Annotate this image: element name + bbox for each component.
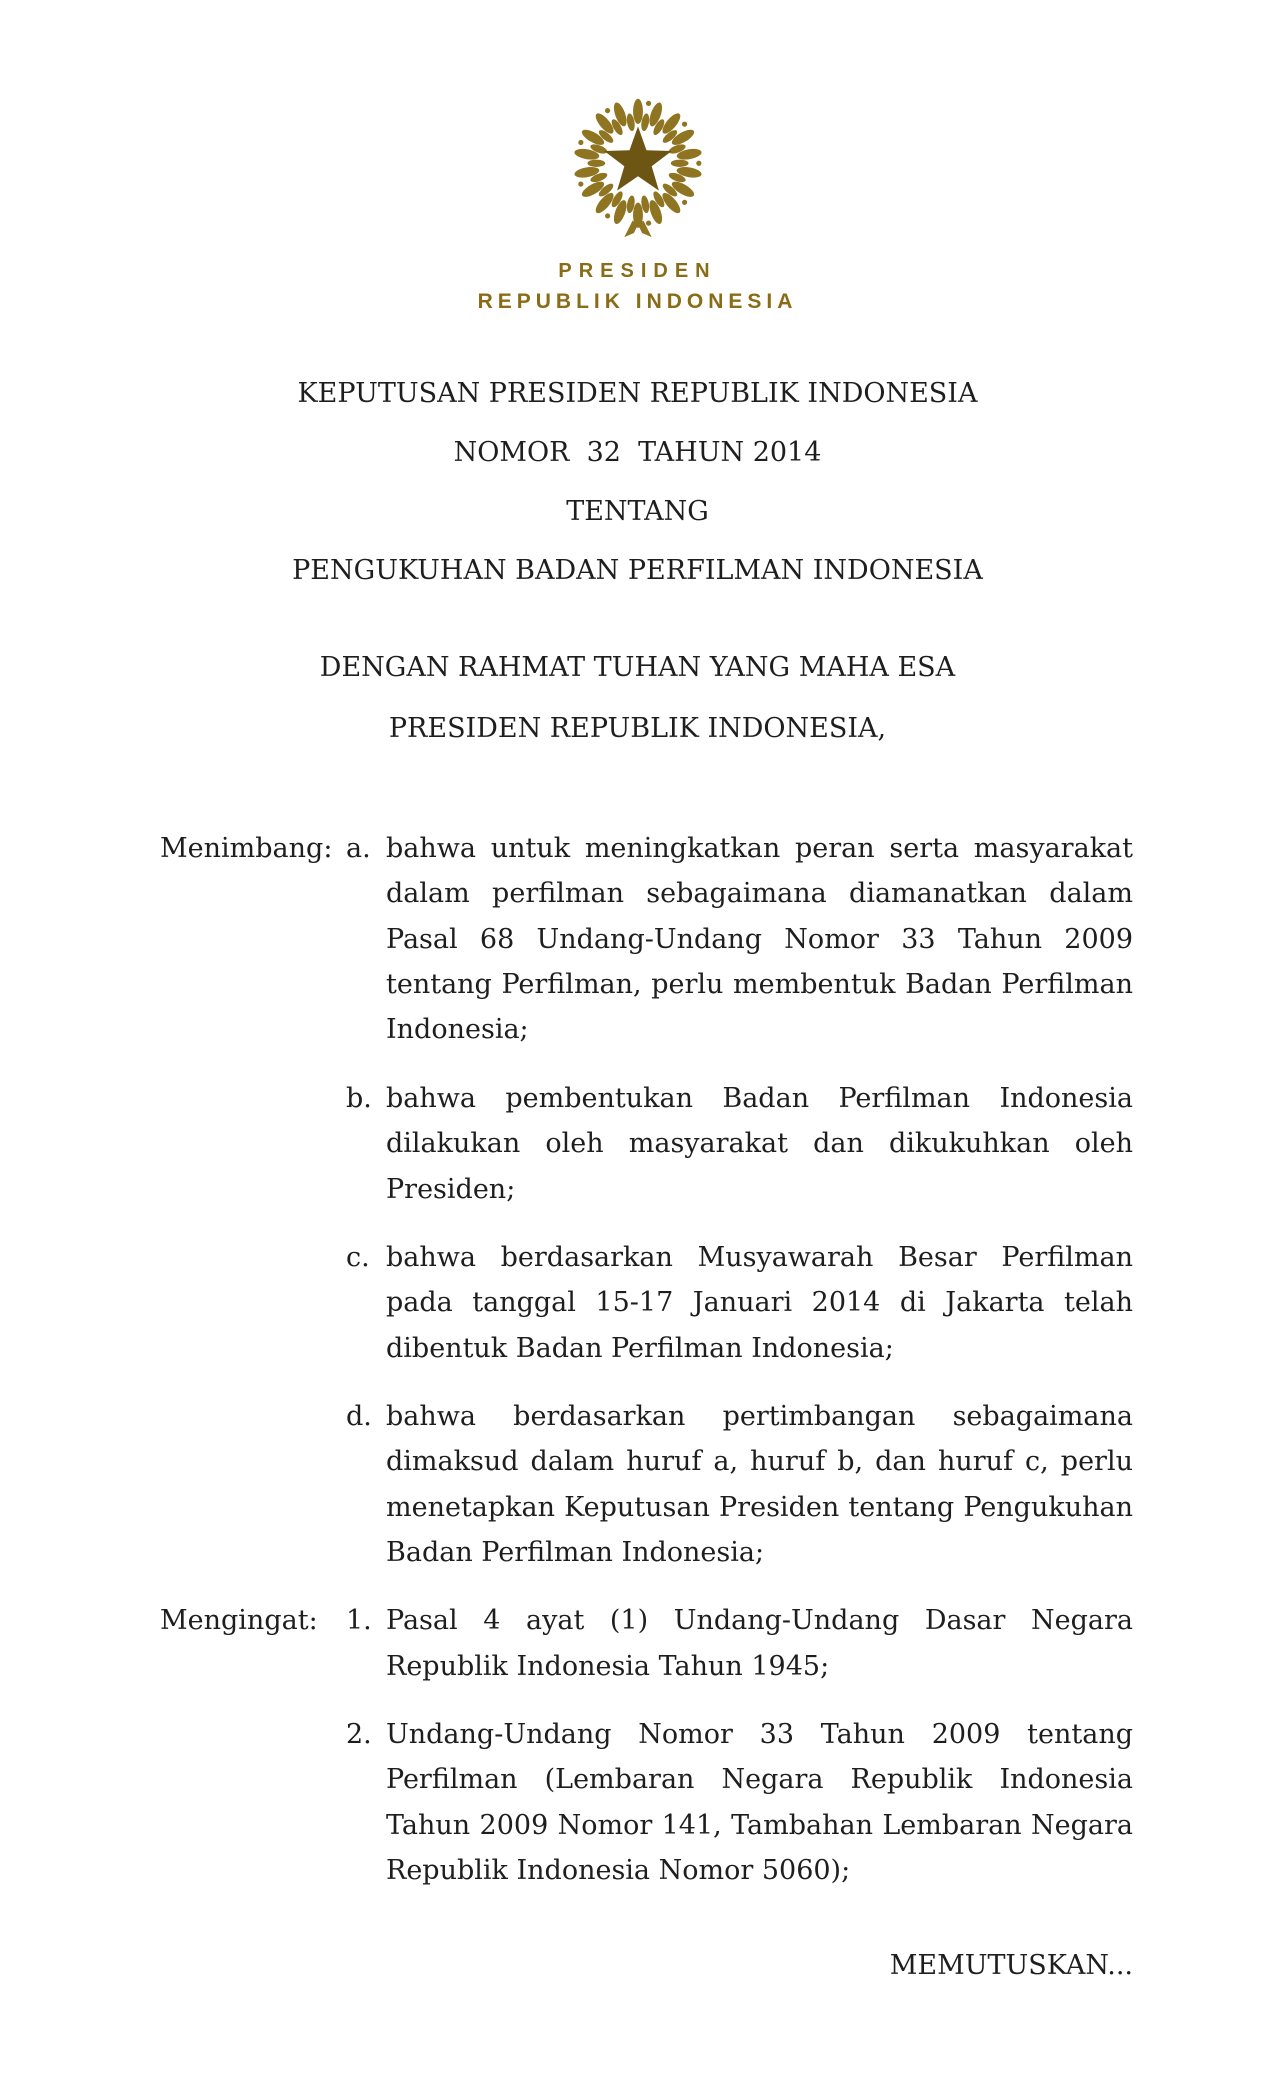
title-tentang: TENTANG bbox=[566, 496, 709, 527]
menimbang-item-b bbox=[160, 1076, 1133, 1212]
menimbang-item-a bbox=[160, 826, 1133, 1053]
letterhead-republik-indonesia: REPUBLIK INDONESIA bbox=[477, 290, 798, 313]
mengingat-item-1 bbox=[160, 1598, 1133, 1689]
clause-label-spacer bbox=[160, 1076, 346, 1212]
item-text: bahwa untuk meningkatkan peran serta masyarakat dalam perfilman sebagaimana diamanatkan dalam Pasal 68 Undang-Undang Nomor 33 Tahun 2009 tentang Perfilman, perlu membentuk Badan Perfilman Indonesia; bbox=[386, 833, 1133, 1046]
decree-title bbox=[0, 378, 1275, 586]
star-icon bbox=[604, 126, 672, 190]
preamble-presiden: PRESIDEN REPUBLIK INDONESIA, bbox=[388, 713, 887, 744]
mengingat-label bbox=[160, 1598, 346, 1689]
menimbang-colon: : bbox=[323, 833, 333, 864]
menimbang-item-d bbox=[160, 1394, 1133, 1575]
letterhead bbox=[0, 260, 1275, 314]
clause-label-spacer bbox=[160, 1712, 346, 1893]
presidential-emblem-icon bbox=[556, 84, 720, 248]
catchword-memutuskan: MEMUTUSKAN... bbox=[889, 1949, 1133, 1981]
mengingat-item-2 bbox=[160, 1712, 1133, 1893]
item-text: bahwa pembentukan Badan Perfilman Indonesia dilakukan oleh masyarakat dan dikukuhkan oleh Presiden; bbox=[386, 1082, 1133, 1205]
item-marker: a. bbox=[346, 833, 371, 864]
letterhead-presiden: PRESIDEN bbox=[558, 260, 717, 282]
clauses bbox=[0, 826, 1275, 1894]
title-subject: PENGUKUHAN BADAN PERFILMAN INDONESIA bbox=[292, 555, 983, 586]
preamble bbox=[0, 652, 1275, 744]
item-text: bahwa berdasarkan Musyawarah Besar Perfilman pada tanggal 15-17 Januari 2014 di Jakarta telah dibentuk Badan Perfilman Indonesia; bbox=[386, 1241, 1133, 1364]
seal-container bbox=[0, 0, 1275, 314]
item-marker: c. bbox=[346, 1241, 370, 1273]
title-keputusan: KEPUTUSAN PRESIDEN REPUBLIK INDONESIA bbox=[297, 378, 978, 409]
menimbang-label bbox=[160, 826, 346, 1053]
clause-label-spacer bbox=[160, 1235, 346, 1371]
preamble-rahmat: DENGAN RAHMAT TUHAN YANG MAHA ESA bbox=[319, 652, 956, 683]
item-marker: b. bbox=[346, 1082, 372, 1114]
menimbang-item-c bbox=[160, 1235, 1133, 1371]
mengingat-label-text: Mengingat bbox=[160, 1605, 309, 1637]
item-text: Undang-Undang Nomor 33 Tahun 2009 tentang Perfilman (Lembaran Negara Republik Indonesia Tahun 2009 Nomor 141, Tambahan Lembaran Negara Republik Indonesia Nomor 5060); bbox=[386, 1719, 1133, 1887]
title-nomor: NOMOR 32 TAHUN 2014 bbox=[453, 437, 822, 468]
item-text: Pasal 4 ayat (1) Undang-Undang Dasar Negara Republik Indonesia Tahun 1945; bbox=[386, 1605, 1133, 1682]
item-marker: 2. bbox=[346, 1719, 372, 1751]
clause-label-spacer bbox=[160, 1394, 346, 1575]
item-marker: d. bbox=[346, 1400, 372, 1432]
menimbang-label-text: Menimbang bbox=[160, 833, 324, 864]
item-text: bahwa berdasarkan pertimbangan sebagaimana dimaksud dalam huruf a, huruf b, dan huruf c, perlu menetapkan Keputusan Presiden tentang Pengukuhan Badan Perfilman Indonesia; bbox=[386, 1400, 1133, 1569]
mengingat-colon: : bbox=[308, 1605, 318, 1637]
item-marker: 1. bbox=[346, 1605, 372, 1637]
